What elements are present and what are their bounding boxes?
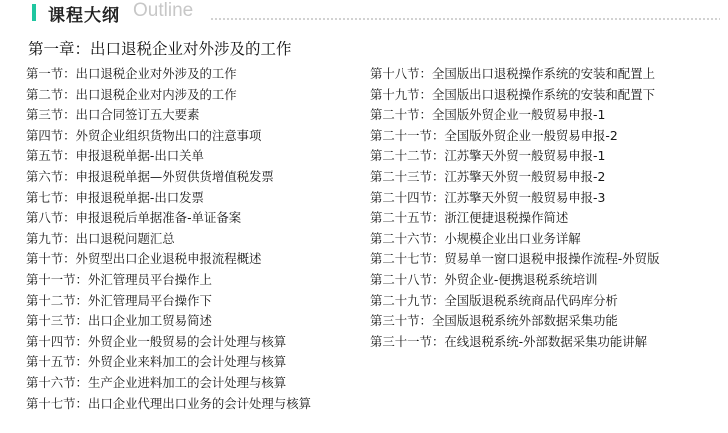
section-item: 第十九节：全国版出口退税操作系统的安装和配置下 — [370, 86, 655, 102]
section-item: 第十三节：出口企业加工贸易简述 — [26, 313, 212, 329]
dotted-divider — [210, 18, 720, 20]
section-item: 第二十六节：小规模企业出口业务详解 — [370, 230, 581, 246]
section-item: 第二十七节：贸易单一窗口退税申报操作流程-外贸版 — [370, 251, 660, 267]
section-item: 第二十一节：全国版外贸企业一般贸易申报-2 — [370, 127, 618, 143]
page-title: 课程大纲 — [48, 6, 120, 26]
section-item: 第二节：出口退税企业对内涉及的工作 — [26, 86, 237, 102]
section-item: 第四节：外贸企业组织货物出口的注意事项 — [26, 127, 262, 143]
section-item: 第十二节：外汇管理局平台操作下 — [26, 292, 212, 308]
section-item: 第九节：出口退税问题汇总 — [26, 230, 175, 246]
section-item: 第二十八节：外贸企业-便携退税系统培训 — [370, 271, 598, 287]
section-item: 第三节：出口合同签订五大要素 — [26, 107, 200, 123]
header — [0, 0, 728, 30]
section-item: 第三十一节：在线退税系统-外部数据采集功能讲解 — [370, 333, 648, 349]
section-item: 第十一节：外汇管理员平台操作上 — [26, 271, 212, 287]
section-item: 第二十五节：浙江便捷退税操作简述 — [370, 210, 569, 226]
page-subtitle: Outline — [133, 0, 194, 21]
section-item: 第七节：申报退税单据-出口发票 — [26, 189, 204, 205]
section-item: 第二十三节：江苏擎天外贸一般贸易申报-2 — [370, 168, 606, 184]
chapter-title: 第一章：出口退税企业对外涉及的工作 — [28, 40, 292, 58]
section-item: 第二十四节：江苏擎天外贸一般贸易申报-3 — [370, 189, 606, 205]
section-item: 第十六节：生产企业进料加工的会计处理与核算 — [26, 374, 287, 390]
section-item: 第一节：出口退税企业对外涉及的工作 — [26, 66, 237, 81]
section-item: 第十八节：全国版出口退税操作系统的安装和配置上 — [370, 66, 655, 81]
section-item: 第八节：申报退税后单据准备-单证备案 — [26, 210, 242, 226]
section-item: 第二十九节：全国版退税系统商品代码库分析 — [370, 292, 618, 308]
section-item: 第十五节：外贸企业来料加工的会计处理与核算 — [26, 354, 287, 370]
section-item: 第三十节：全国版退税系统外部数据采集功能 — [370, 313, 618, 329]
section-list-left — [26, 64, 311, 414]
section-list-right — [370, 64, 659, 352]
section-item: 第十四节：外贸企业一般贸易的会计处理与核算 — [26, 333, 287, 349]
section-item: 第二十节：全国版外贸企业一般贸易申报-1 — [370, 107, 606, 123]
section-item: 第六节：申报退税单据—外贸供货增值税发票 — [26, 168, 274, 184]
section-item: 第二十二节：江苏擎天外贸一般贸易申报-1 — [370, 148, 606, 164]
section-item: 第五节：申报退税单据-出口关单 — [26, 148, 204, 164]
section-item: 第十节：外贸型出口企业退税申报流程概述 — [26, 251, 262, 267]
accent-bar — [32, 4, 36, 21]
section-item: 第十七节：出口企业代理出口业务的会计处理与核算 — [26, 395, 311, 411]
